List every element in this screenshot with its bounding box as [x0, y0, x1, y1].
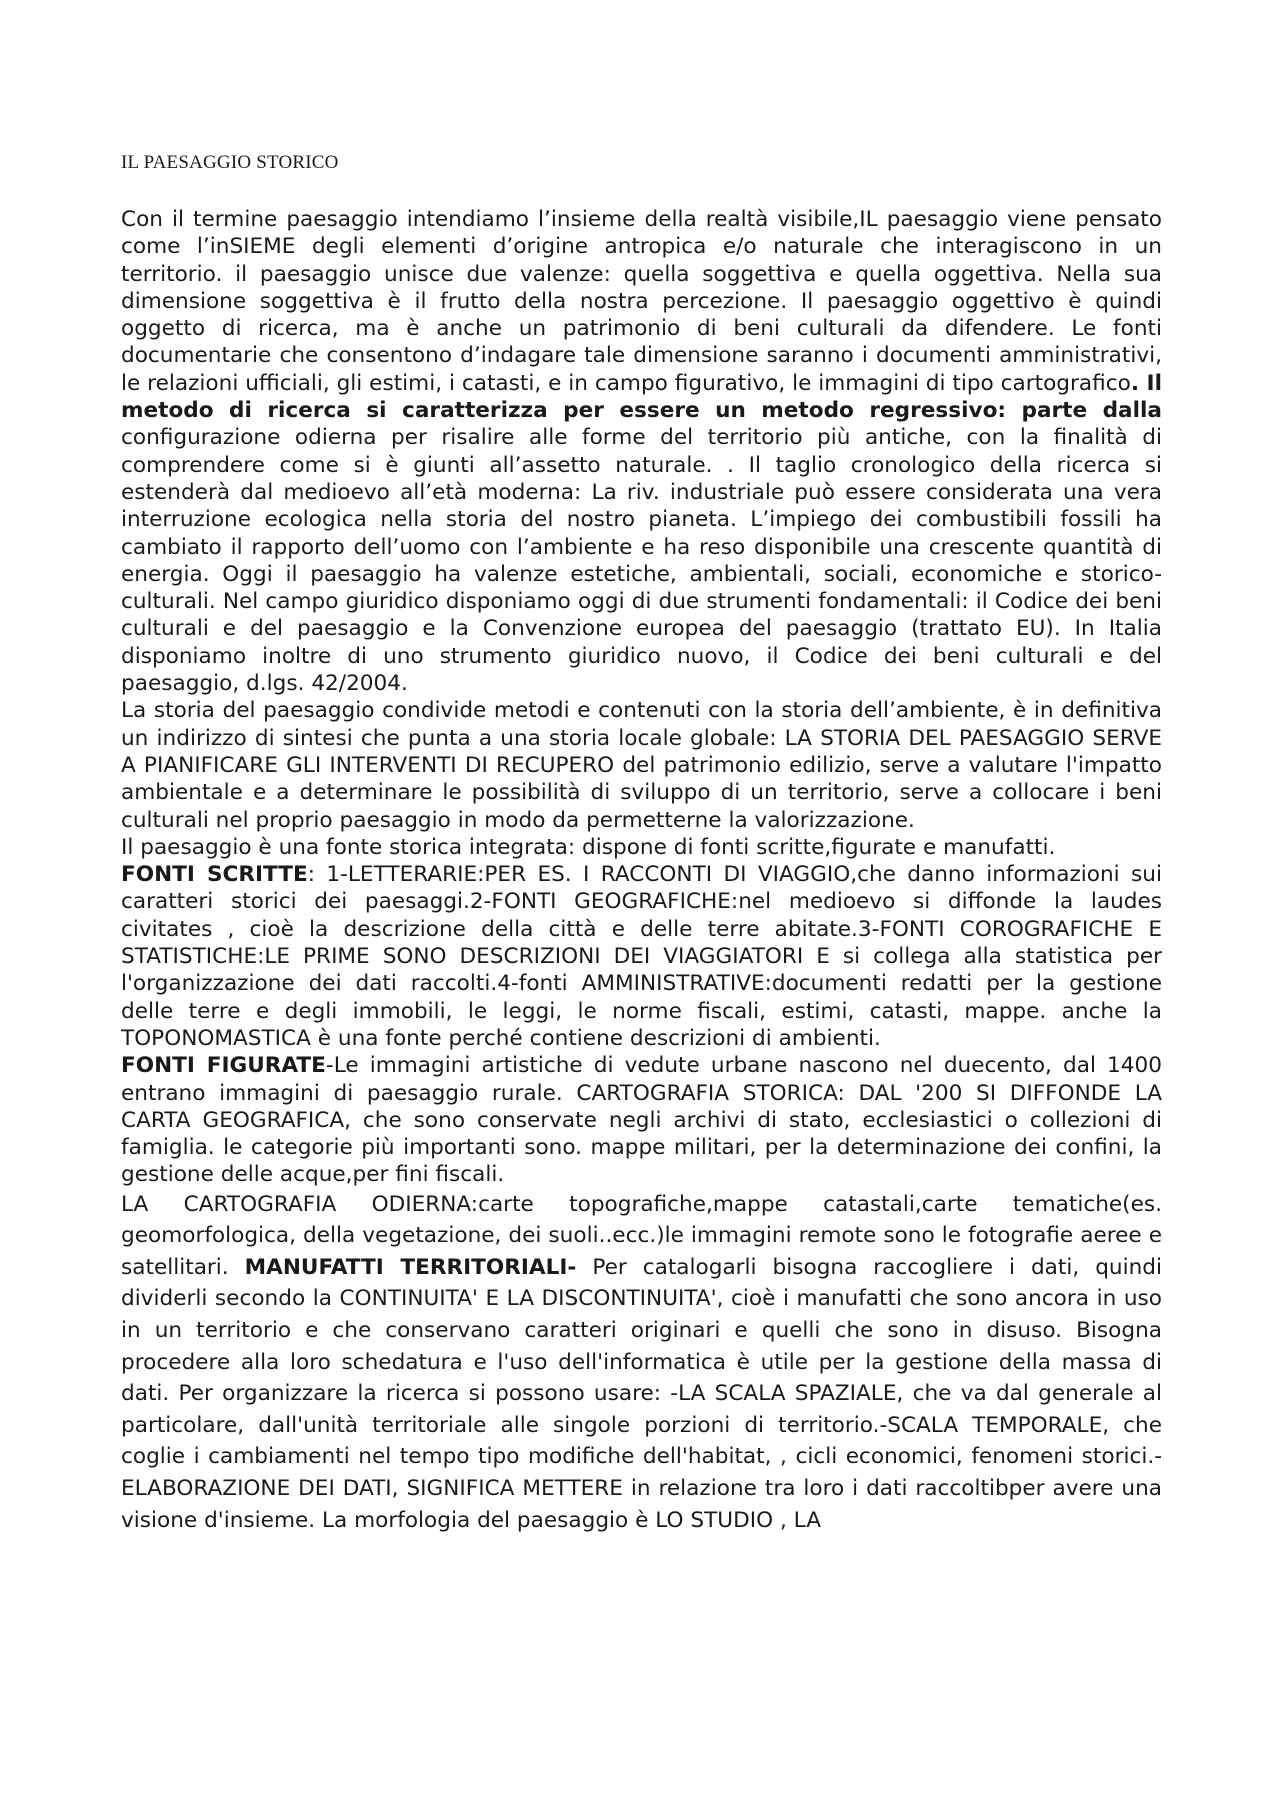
figurative-sources-text: -Le immagini artistiche di vedute urbane nascono nel duecento, dal 1400 entrano immagini di paesaggio rurale. CARTOGRAFIA STORICA: DAL '200 SI DIFFONDE LA CARTA GEOGRAFICA, che sono conservate negli archivi di stato, ecclesiastici o collezioni di famiglia. le categorie più importanti sono. mappe militari, per la determinazione dei confini, la gestione delle acque,per fini fiscali.	[121, 1053, 1163, 1188]
written-sources-label: FONTI SCRITTE	[121, 862, 308, 888]
paragraph-definition-continued: configurazione odierna per risalire alle forme del territorio più antiche, con la finalità di comprendere come si è giunti all’assetto naturale. . Il taglio cronologico della ricerca si estenderà dal medioevo all’età moderna: La riv. industriale può essere considerata una vera interruzione ecologica nella storia del nostro pianeta. L’impiego dei combustibili fossili ha cambiato il rapporto dell’uomo con l’ambiente e ha reso disponibile una crescente quantità di energia. Oggi il paesaggio ha valenze estetiche, ambientali, sociali, economiche e storico-culturali. Nel campo giuridico disponiamo oggi di due strumenti fondamentali: il Codice dei beni culturali e del paesaggio e la Convenzione europea del paesaggio (trattato EU). In Italia disponiamo inoltre di uno strumento giuridico nuovo, il Codice dei beni culturali e del paesaggio, d.lgs. 42/2004.	[121, 425, 1162, 697]
paragraph-integrated-source: Il paesaggio è una fonte storica integrata: dispone di fonti scritte,figurate e manufatti.	[121, 834, 1056, 860]
written-sources-text: : 1-LETTERARIE:PER ES. I RACCONTI DI VIAGGIO,che danno informazioni sui caratteri storici dei paesaggi.2-FONTI GEOGRAFICHE:nel medioevo si diffonde la laudes civitates , cioè la descrizione della città e delle terre abitate.3-FONTI COROGRAFICHE E STATISTICHE:LE PRIME SONO DESCRIZIONI DEI VIAGGIATORI E si collega alla statistica per l'organizzazione dei dati raccolti.4-fonti AMMINISTRATIVE:documenti redatti per la gestione delle terre e degli immobili, le leggi, le norme fiscali, estimi, catasti, mappe. anche la TOPONOMASTICA è una fonte perché contiene descrizioni di ambienti.	[121, 862, 1162, 1051]
document-title: IL PAESAGGIO STORICO	[121, 152, 339, 173]
paragraph-cartography	[121, 1189, 1162, 1537]
paragraph-history: La storia del paesaggio condivide metodi e contenuti con la storia dell’ambiente, è in definitiva un indirizzo di sintesi che punta a una storia locale globale: LA STORIA DEL PAESAGGIO SERVE A PIANIFICARE GLI INTERVENTI DI RECUPERO del patrimonio edilizio, serve a valutare l'impatto ambientale e a determinare le possibilità di sviluppo di un territorio, serve a collocare i beni culturali nel proprio paesaggio in modo da permetterne la valorizzazione.	[121, 698, 1162, 833]
cartography-text: LA CARTOGRAFIA ODIERNA:carte topografiche,mappe catastali,carte tematiche(es. geomorfologica, della vegetazione, dei suoli..ecc.)le immagini remote sono le fotografie aeree e satellitari.	[121, 1191, 1162, 1280]
paragraph-written-sources	[121, 861, 1162, 1052]
paragraph-figurative-sources	[121, 1052, 1162, 1188]
document-body	[121, 206, 1162, 1536]
paragraph-definition-bold: . Il metodo di ricerca si caratterizza per essere un metodo regressivo: parte dalla	[121, 370, 1162, 424]
territorial-artifacts-text: Per catalogarli bisogna raccogliere i dati, quindi dividerli secondo la CONTINUITA' E LA DISCONTINUITA', cioè i manufatti che sono ancora in uso in un territorio e che conservano caratteri originari e quelli che sono in disuso. Bisogna procedere alla loro schedatura e l'uso dell'informatica è utile per la gestione della massa di dati. Per organizzare la ricerca si possono usare: -LA SCALA SPAZIALE, che va dal generale al particolare, dall'unità territoriale alle singole porzioni di territorio.-SCALA TEMPORALE, che coglie i cambiamenti nel tempo tipo modifiche dell'habitat, , cicli economici, fenomeni storici.-ELABORAZIONE DEI DATI, SIGNIFICA METTERE in relazione tra loro i dati raccoltibper avere una visione d'insieme. La morfologia del paesaggio è LO STUDIO , LA	[121, 1254, 1163, 1533]
figurative-sources-label: FONTI FIGURATE	[121, 1053, 326, 1079]
territorial-artifacts-label: MANUFATTI TERRITORIALI-	[244, 1254, 577, 1280]
paragraph-definition	[121, 206, 1162, 697]
paragraph-definition-text: Con il termine paesaggio intendiamo l’insieme della realtà visibile,IL paesaggio viene pensato come l’inSIEME degli elementi d’origine antropica e/o naturale che interagiscono in un territorio. il paesaggio unisce due valenze: quella soggettiva e quella oggettiva. Nella sua dimensione soggettiva è il frutto della nostra percezione. Il paesaggio oggettivo è quindi oggetto di ricerca, ma è anche un patrimonio di beni culturali da difendere. Le fonti documentarie che consentono d’indagare tale dimensione saranno i documenti amministrativi, le relazioni ufficiali, gli estimi, i catasti, e in campo figurativo, le immagini di tipo cartografico	[121, 207, 1162, 396]
